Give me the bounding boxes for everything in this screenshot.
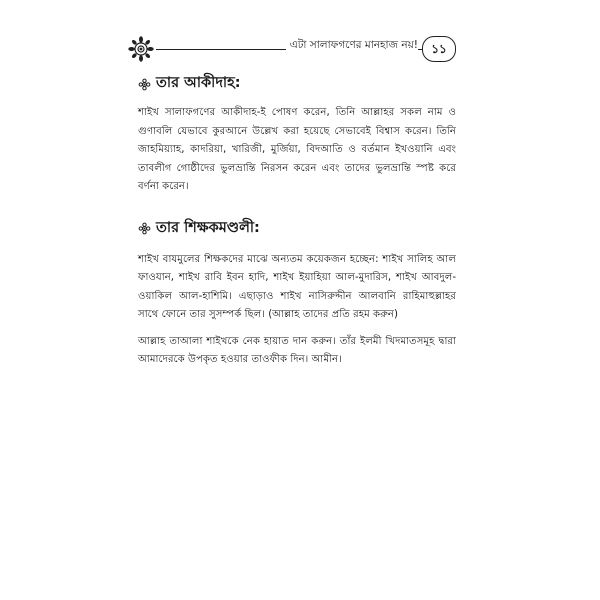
paragraph-teachers: শাইখ বাযমুলের শিক্ষকদের মাঝে অন্যতম কয়েকজন হচ্ছেন: শাইখ সালিহ আল ফাওযান, শাইখ রাবি ইবন হাদি, শাইখ ইয়াহিয়া আল-মুদারিস, শাইখ আবদুল-ওয়াকিল আল-হাশিমি। এছাড়াও শাইখ নাসিরুদ্দীন আলবানি রাহিমাহুল্লাহর সাথে ফোনে তার সুসম্পর্ক ছিল। (আল্লাহ তাদের প্রতি রহম করুন): [138, 253, 456, 320]
page-header: [128, 36, 456, 64]
mandala-ornament-icon: [128, 36, 154, 62]
paragraph-dua: আল্লাহ তাআলা শাইখকে নেক হায়াত দান করুন। তাঁর ইলমী খিদমাতসমূহ দ্বারা আমাদেরকে উপকৃত হওয়ার তাওফীক দিন। আমীন।: [138, 335, 456, 365]
section-heading-text: তার আকীদাহ:: [156, 75, 241, 91]
flower-bullet-icon: [138, 78, 151, 91]
section-heading-aqidah: [138, 72, 456, 96]
paragraph-aqidah: শাইখ সালাফগণের আকীদাহ-ই পোষণ করেন, তিনি আল্লাহর সকল নাম ও গুণাবলি যেভাবে কুরআনে উল্লেখ করা হয়েছে সেভাবেই বিশ্বাস করেন। তিনি জাহমিয়্যাহ, কাদরিয়া, খারিজী, মুর্জিয়া, বিদআতি ও বর্তমান ইখওয়ানি এবং তাবলীগ গোষ্ঠীদের ভুলভ্রান্তি নিরসন করেন এবং তাদের ভুলভ্রান্তি স্পষ্ট করে বর্ণনা করেন।: [138, 107, 456, 192]
flower-bullet-icon: [138, 222, 151, 235]
running-title: এটা সালাফগণের মানহাজ নয়!: [286, 38, 418, 55]
page-number: ১১: [422, 36, 456, 62]
page-content: [138, 72, 456, 370]
section-heading-teachers: [138, 217, 456, 241]
section-heading-text: তার শিক্ষকমণ্ডলী:: [156, 219, 260, 236]
